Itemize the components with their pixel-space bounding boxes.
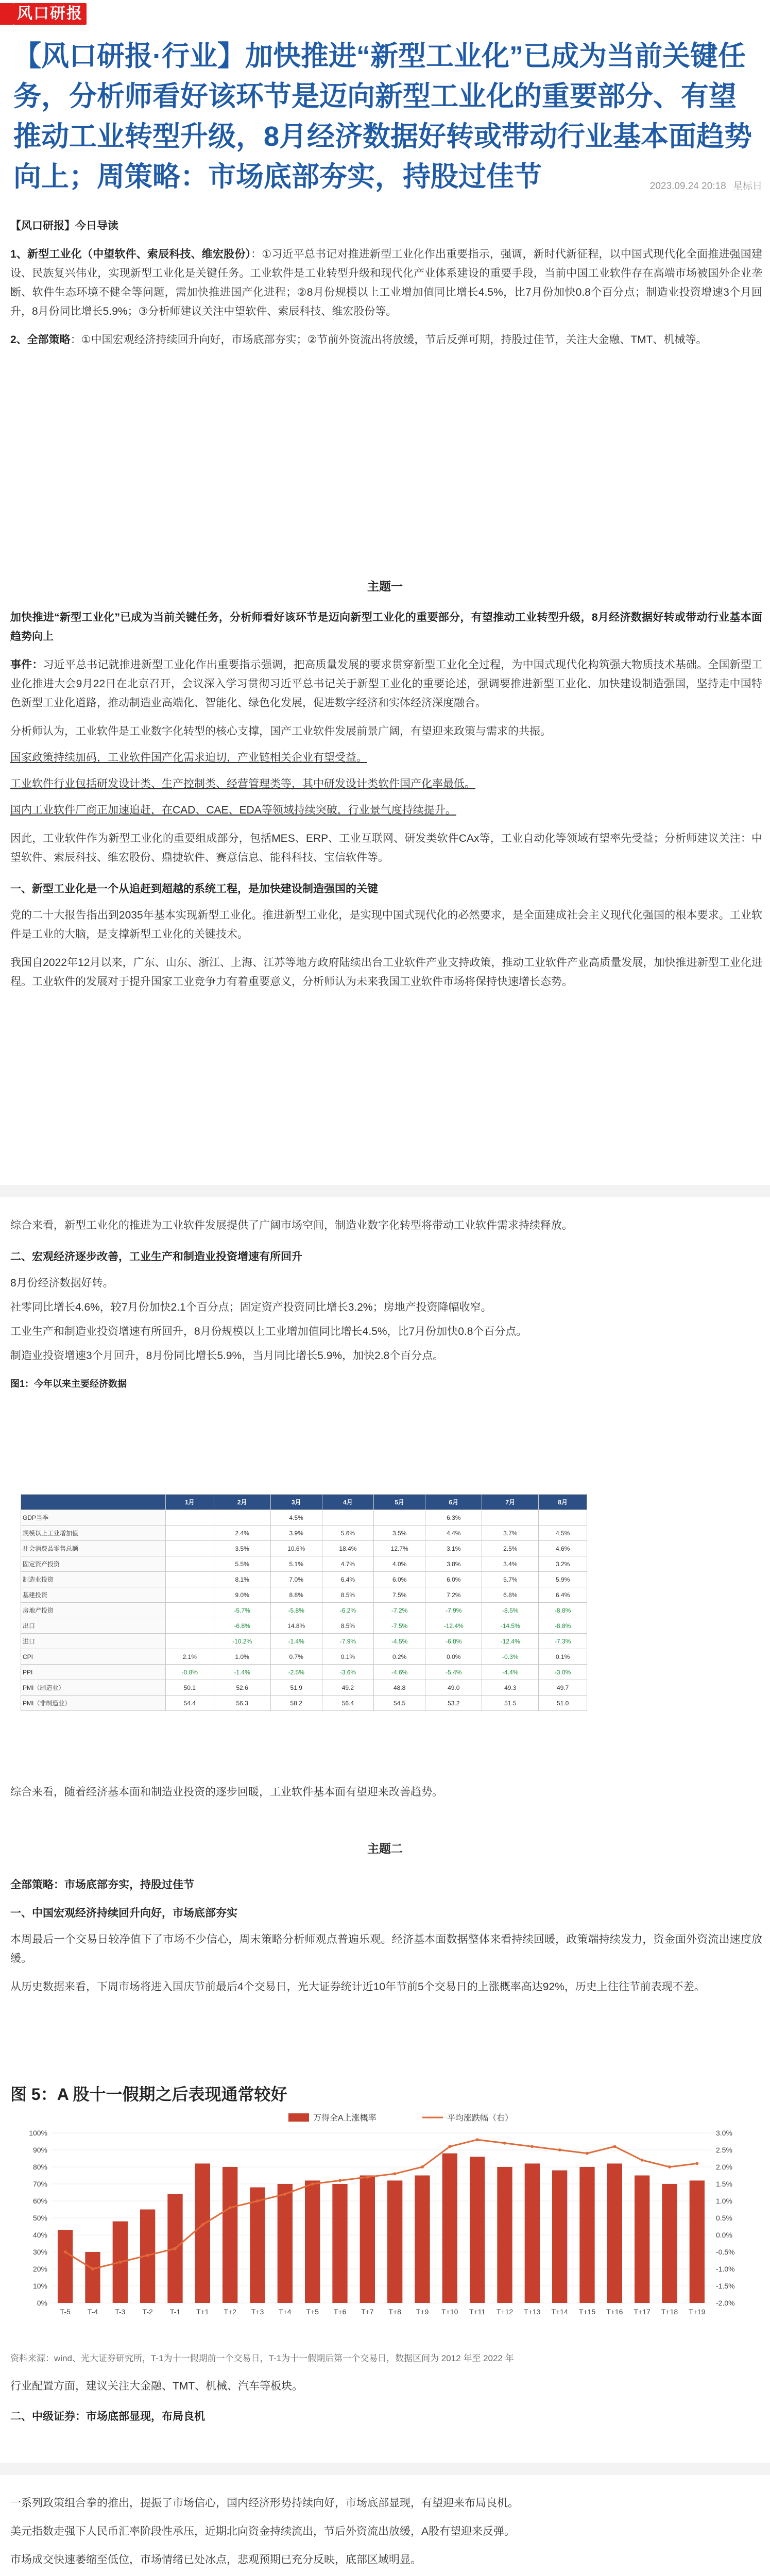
table-cell: 3.1% <box>425 1541 482 1556</box>
table-cell: 3.4% <box>482 1556 539 1572</box>
table-cell: 48.8 <box>374 1680 425 1696</box>
chart-1-svg <box>10 2107 762 2334</box>
chart-1-x-tick: T-2 <box>142 2308 153 2316</box>
table-row-label: PMI（制造业） <box>21 1680 166 1696</box>
chart-1-left-tick: 70% <box>32 2180 47 2188</box>
chart-1-x-tick: T+11 <box>469 2308 486 2316</box>
chart-1-right-tick: -0.5% <box>716 2248 735 2256</box>
chart-1-source-section <box>10 2352 762 2426</box>
chart-1-bar <box>195 2163 210 2303</box>
table-cell: 49.2 <box>322 1680 373 1696</box>
table-cell: 6.0% <box>425 1572 482 1587</box>
chart-1-line-point <box>256 2199 259 2202</box>
table-cell: 3.9% <box>270 1526 322 1541</box>
table-cell <box>165 1587 214 1603</box>
table-row <box>21 1587 587 1603</box>
table-cell: -5.8% <box>270 1603 322 1618</box>
table-cell: -14.5% <box>482 1618 539 1634</box>
table-row <box>21 1556 587 1572</box>
topic-one-section <box>10 608 762 991</box>
chart-1-note: 行业配置方面，建议关注大金融、TMT、机械、汽车等板块。 <box>10 2380 303 2392</box>
table-cell: 3.7% <box>482 1526 539 1541</box>
chart-1-left-tick: 60% <box>32 2197 47 2205</box>
table-cell <box>374 1510 425 1526</box>
table-cell: 6.4% <box>322 1572 373 1587</box>
chart-1-line-point <box>338 2179 341 2182</box>
chart-1-bar <box>250 2188 265 2303</box>
table-cell: 18.4% <box>322 1541 373 1556</box>
chart-1-x-tick: T-3 <box>115 2308 126 2316</box>
table-cell: 5.9% <box>539 1572 587 1587</box>
chart-1-bar <box>415 2176 430 2303</box>
chart-1-bar <box>360 2176 375 2303</box>
chart-1-line-point <box>283 2193 286 2196</box>
table-cell: 7.2% <box>425 1587 482 1603</box>
table-cell: 6.8% <box>482 1587 539 1603</box>
table-cell: 52.6 <box>214 1680 270 1696</box>
topic-two-sub-2: 二、中级证券：市场底部显现，布局良机 <box>10 2411 205 2422</box>
chart-1-x-tick: T+8 <box>388 2308 401 2316</box>
table-cell: -8.8% <box>539 1603 587 1618</box>
table-cell: 8.5% <box>322 1618 373 1634</box>
table-row <box>21 1526 587 1541</box>
table-cell: 2.4% <box>214 1526 270 1541</box>
table-row <box>21 1696 587 1711</box>
sub-2-title: 二、宏观经济逐步改善，工业生产和制造业投资增速有所回升 <box>10 1251 302 1263</box>
table-cell: 49.0 <box>425 1680 482 1696</box>
chart-1-bar <box>525 2163 540 2303</box>
chart-1-line-point <box>174 2247 177 2250</box>
chart-1-x-tick: T+5 <box>306 2308 319 2316</box>
table-cell: 5.5% <box>214 1556 270 1572</box>
table-row <box>21 1618 587 1634</box>
article-title: 【风口研报·行业】加快推进“新型工业化”已成为当前关键任务，分析师看好该环节是迈向新型工业化的重要部分、有望推动工业转型升级，8月经济数据好转或带动行业基本面趋势向上；周策略：市场底部夯实，持股过佳节 <box>13 41 752 192</box>
chart-1-line-point <box>91 2267 94 2270</box>
chart-1-x-tick: T+7 <box>361 2308 374 2316</box>
chart-1-bar <box>332 2184 347 2303</box>
sub-2-text-4: 制造业投资增速3个月回升，8月份同比增长5.9%，当月同比增长5.9%，加快2.8个百分点。 <box>10 1350 444 1362</box>
topic-two-b-text-3: 市场成交快速萎缩至低位，市场情绪已处冰点，悲观预期已充分反映，底部区域明显。 <box>10 2554 421 2566</box>
table-cell: 54.4 <box>165 1696 214 1711</box>
chart-1-line-point <box>641 2159 644 2162</box>
chart-1-bar <box>607 2163 622 2303</box>
table-cell: -4.4% <box>482 1665 539 1680</box>
chart-1-wrap <box>10 2081 762 2344</box>
chart-1-x-tick: T-5 <box>60 2308 71 2316</box>
table-row <box>21 1572 587 1587</box>
chart-1-bar <box>278 2184 293 2303</box>
table-row-label: 房地产投资 <box>21 1603 166 1618</box>
chart-1-right-tick: 1.5% <box>716 2180 732 2188</box>
table-cell: -7.2% <box>374 1603 425 1618</box>
table-cell: -8.5% <box>482 1603 539 1618</box>
chart-1-line-point <box>586 2152 589 2155</box>
table-cell: -6.8% <box>214 1618 270 1634</box>
table-cell: 8.5% <box>322 1587 373 1603</box>
table-cell: -3.0% <box>539 1665 587 1680</box>
chart-1-left-tick: 50% <box>32 2214 47 2222</box>
chart-1-line-point <box>393 2172 397 2175</box>
table-cell: 0.2% <box>374 1649 425 1665</box>
table-row <box>21 1634 587 1649</box>
chart-1-line-point <box>118 2261 122 2264</box>
chart-1-bar <box>58 2230 73 2303</box>
table-cell: 7.0% <box>270 1572 322 1587</box>
table-row-label: 基建投资 <box>21 1587 166 1603</box>
table-cell <box>322 1510 373 1526</box>
view-4: 国内工业软件厂商正加速追赶，在CAD、CAE、EDA等领域持续突破，行业景气度持续提升。 <box>10 804 456 816</box>
table-cell: -4.5% <box>374 1634 425 1649</box>
table-cell: 51.5 <box>482 1696 539 1711</box>
sub-2-text-3: 工业生产和制造业投资增速有所回升，8月份规模以上工业增加值同比增长4.5%，比7月份加快0.8个百分点。 <box>10 1326 527 1337</box>
table-row-label: GDP当季 <box>21 1510 166 1526</box>
table-row <box>21 1665 587 1680</box>
chart-1-line-point <box>695 2162 698 2165</box>
sub-1-title: 一、新型工业化是一个从追赶到超越的系统工程，是加快建设制造强国的关键 <box>10 883 378 895</box>
table-cell: 9.0% <box>214 1587 270 1603</box>
table-cell: 4.4% <box>425 1526 482 1541</box>
chart-1-left-tick: 10% <box>32 2282 47 2290</box>
chart-1-x-tick: T+10 <box>441 2308 458 2316</box>
chart-1-line-point <box>311 2182 314 2185</box>
table-row <box>21 1680 587 1696</box>
topic-two-b-text-2: 美元指数走强下人民币汇率阶段性承压，近期北向资金持续流出，节后外资流出放缓，A股有望迎来反弹。 <box>10 2526 516 2537</box>
chart-1-right-tick: 1.0% <box>716 2197 732 2205</box>
event-text: 习近平总书记就推进新型工业化作出重要指示强调，把高质量发展的要求贯穿新型工业化全过程，为中国式现代化构筑强大物质技术基础。全国新型工业化推进大会9月22日在北京召开，会议深入学习贯彻习近平总书记关于新型工业化的重要论述，强调要推进新型工业化、加快建设制造强国，坚持走中国特色新型工业化道路，推动制造业高端化、智能化、绿色化发展，促进数字经济和实体经济深度融合。 <box>10 659 763 709</box>
publish-date: 2023.09.24 20:18 <box>649 181 726 192</box>
topic-one-event <box>10 655 762 713</box>
economic-table <box>21 1494 587 1711</box>
chart-1-right-tick: -2.0% <box>716 2299 735 2307</box>
table-cell: 1.0% <box>214 1649 270 1665</box>
table-cell: -5.7% <box>214 1603 270 1618</box>
chart-1-right-tick: 2.0% <box>716 2163 732 2171</box>
chart-1-x-tick: T+2 <box>224 2308 236 2316</box>
chart-1-bar <box>387 2180 402 2303</box>
table-header-cell: 7月 <box>482 1495 539 1510</box>
chart-1-legend-swatch-bar <box>288 2113 309 2122</box>
topic-two-section <box>10 1875 762 1996</box>
table-cell: -7.3% <box>539 1634 587 1649</box>
table-cell: -6.8% <box>425 1634 482 1649</box>
topic-two-b-text-1: 一系列政策组合拳的推出，提振了市场信心，国内经济形势持续向好，市场底部显现，有望迎来布局良机。 <box>10 2497 519 2509</box>
chart-1-bar <box>223 2167 237 2303</box>
chart-1-line-point <box>201 2223 204 2226</box>
topic-two-b <box>10 2494 762 2576</box>
sub-2-text-2: 社零同比增长4.6%，较7月份加快2.1个百分点；固定资产投资同比增长3.2%；房地产投资降幅收窄。 <box>10 1301 492 1313</box>
table-row-label: 社会消费品零售总额 <box>21 1541 166 1556</box>
chart-1-legend-label-line: 平均涨跌幅（右） <box>447 2114 514 2123</box>
table-cell: 14.8% <box>270 1618 322 1634</box>
table-cell: -5.4% <box>425 1665 482 1680</box>
chart-1-right-tick: 2.5% <box>716 2146 732 2154</box>
table-row <box>21 1649 587 1665</box>
table-cell: 8.8% <box>270 1587 322 1603</box>
table-cell <box>214 1510 270 1526</box>
chart-1-x-tick: T+18 <box>661 2308 678 2316</box>
chart-1-x-tick: T+15 <box>578 2308 596 2316</box>
table-cell: 5.1% <box>270 1556 322 1572</box>
table-cell: 50.1 <box>165 1680 214 1696</box>
table-row-label: PPI <box>21 1665 166 1680</box>
table-cell: 6.0% <box>374 1572 425 1587</box>
table-cell: 58.2 <box>270 1696 322 1711</box>
chart-1-line-point <box>146 2254 149 2257</box>
table-header-cell: 2月 <box>214 1495 270 1510</box>
topic-one-heading: 主题一 <box>367 580 403 593</box>
table-cell <box>165 1634 214 1649</box>
table-cell: 10.6% <box>270 1541 322 1556</box>
table-cell: -3.6% <box>322 1665 373 1680</box>
chart-1-line-point <box>531 2145 534 2148</box>
table-header-cell: 1月 <box>165 1495 214 1510</box>
table-row-label: 进口 <box>21 1634 166 1649</box>
economic-table-wrap <box>21 1494 587 1711</box>
table-cell: -0.8% <box>165 1665 214 1680</box>
table-row-label: 规模以上工业增加值 <box>21 1526 166 1541</box>
chart-1-legend-label-bar: 万得全A上涨概率 <box>313 2114 377 2123</box>
table-row-label: 出口 <box>21 1618 166 1634</box>
table-row-label: CPI <box>21 1649 166 1665</box>
chart-1-line-point <box>448 2145 451 2148</box>
table-cell: 53.2 <box>425 1696 482 1711</box>
table-cell: 51.9 <box>270 1680 322 1696</box>
table-cell: 7.5% <box>374 1587 425 1603</box>
table-cell: 56.3 <box>214 1696 270 1711</box>
chart-1-x-tick: T-1 <box>169 2308 181 2316</box>
table-cell: 49.3 <box>482 1680 539 1696</box>
sub-1-text-2: 我国自2022年12月以来，广东、山东、浙江、上海、江苏等地方政府陆续出台工业软件产业支持政策，推动工业软件产业高质量发展，加快推进新型工业化进程。工业软件的发展对于提升国家工业竞争力有着重要意义，分析师认为未来我国工业软件市场将保持快速增长态势。 <box>10 957 762 988</box>
table-cell: 4.7% <box>322 1556 373 1572</box>
brand-logo: 风口研报 <box>13 3 87 25</box>
table-cell: -0.3% <box>482 1649 539 1665</box>
table-cell: -12.4% <box>425 1618 482 1634</box>
table-cell <box>539 1510 587 1526</box>
table-cell: 6.4% <box>539 1587 587 1603</box>
table-header-cell: 4月 <box>322 1495 373 1510</box>
table-row <box>21 1510 587 1526</box>
table-cell: 3.5% <box>374 1526 425 1541</box>
table-cell <box>165 1510 214 1526</box>
table-cell <box>482 1510 539 1526</box>
table-cell <box>165 1618 214 1634</box>
table-cell <box>165 1572 214 1587</box>
table-cell: 4.6% <box>539 1541 587 1556</box>
table-row <box>21 1541 587 1556</box>
table-cell: 0.1% <box>539 1649 587 1665</box>
table-header-cell <box>21 1495 166 1510</box>
table-cell: -8.8% <box>539 1618 587 1634</box>
chart-1-line-point <box>366 2176 369 2179</box>
star-tag: 星标日 <box>732 181 762 192</box>
guide-item-2-text: ：①中国宏观经济持续回升向好，市场底部夯实；②节前外资流出将放缓，节后反弹可期，持股过佳节，关注大金融、TMT、机械等。 <box>70 334 707 346</box>
table-cell: 5.6% <box>322 1526 373 1541</box>
table-cell: -6.2% <box>322 1603 373 1618</box>
topic-two-sub-1: 一、中国宏观经济持续回升向好，市场底部夯实 <box>10 1907 237 1919</box>
chart-1-line-point <box>64 2250 67 2253</box>
chart-1-left-tick: 100% <box>29 2129 47 2137</box>
chart-1-left-tick: 30% <box>32 2248 47 2256</box>
table-header-row <box>21 1495 587 1510</box>
table-title: 图1：今年以来主要经济数据 <box>10 1379 127 1389</box>
table-header-cell: 5月 <box>374 1495 425 1510</box>
view-2: 国家政策持续加码，工业软件国产化需求迫切，产业链相关企业有望受益。 <box>10 752 367 764</box>
table-cell: -2.5% <box>270 1665 322 1680</box>
table-cell: -10.2% <box>214 1634 270 1649</box>
chart-1-line-point <box>421 2165 424 2168</box>
table-cell: 3.5% <box>214 1541 270 1556</box>
chart-1-x-tick: T+9 <box>416 2308 429 2316</box>
guide-item-1-title: 1、新型工业化（中望软件、索辰科技、维宏股份） <box>10 248 251 260</box>
table-cell: -4.6% <box>374 1665 425 1680</box>
table-cell: 0.0% <box>425 1649 482 1665</box>
table-note-section <box>10 1783 762 1802</box>
table-cell <box>165 1526 214 1541</box>
topic-one-b <box>10 1216 762 1394</box>
table-cell: 6.3% <box>425 1510 482 1526</box>
table-cell <box>165 1603 214 1618</box>
chart-1-right-tick: -1.5% <box>716 2282 735 2290</box>
table-header-cell: 6月 <box>425 1495 482 1510</box>
sub-2-text: 8月份经济数据好转。 <box>10 1277 114 1289</box>
table-row-label: PMI（非制造业） <box>21 1696 166 1711</box>
topic-two-sub-1-text-2: 从历史数据来看，下周市场将进入国庆节前最后4个交易日，光大证券统计近10年节前5个交易日的上涨概率高达92%，历史上往往节前表现不差。 <box>10 1981 705 1993</box>
table-cell: 51.0 <box>539 1696 587 1711</box>
chart-1-x-tick: T+13 <box>524 2308 541 2316</box>
table-cell: 5.7% <box>482 1572 539 1587</box>
chart-1-line-point <box>503 2142 506 2145</box>
view-5: 因此，工业软件作为新型工业化的重要组成部分，包括MES、ERP、工业互联网、研发类软件CAx等，工业自动化等领域有望率先受益；分析师建议关注：中望软件、索辰科技、维宏股份、鼎捷软件、赛意信息、能科科技、宝信软件等。 <box>10 833 762 863</box>
chart-1-right-tick: 3.0% <box>716 2129 732 2137</box>
header <box>0 0 770 36</box>
guide-item-1-text: ：①习近平总书记对推进新型工业化作出重要指示，强调，新时代新征程，以中国式现代化全面推进强国建设、民族复兴伟业，实现新型工业化是关键任务。工业软件是工业转型升级和现代化产业体系建设的重要手段，当前中国工业软件存在高端市场被国外企业垄断、软件生态环境不健全等问题，需加快推进国产化进程；②8月份规模以上工业增加值同比增长4.5%，比7月份加快0.8个百分点；制造业投资增速3个月回升，8月份同比增长5.9%；③分析师建议关注中望软件、索辰科技、维宏股份等。 <box>10 248 762 317</box>
separator <box>0 1185 770 1197</box>
table-cell: 4.5% <box>270 1510 322 1526</box>
chart-1-left-tick: 20% <box>32 2265 47 2273</box>
chart-1-x-tick: T+4 <box>279 2308 292 2316</box>
table-cell: 4.0% <box>374 1556 425 1572</box>
table-cell: 4.5% <box>539 1526 587 1541</box>
table-cell: -7.9% <box>425 1603 482 1618</box>
guide-section <box>10 216 762 349</box>
topic-one-title: 加快推进“新型工业化”已成为当前关键任务，分析师看好该环节是迈向新型工业化的重要部分，有望推动工业转型升级，8月经济数据好转或带动行业基本面趋势向上 <box>10 612 762 642</box>
guide-item-2-title: 2、全部策略 <box>10 334 71 346</box>
table-cell: 49.7 <box>539 1680 587 1696</box>
chart-1-right-tick: -1.0% <box>716 2265 735 2273</box>
chart-1-x-tick: T+12 <box>496 2308 514 2316</box>
table-cell: 8.1% <box>214 1572 270 1587</box>
chart-1-source: 资料来源：wind、光大证券研究所，T-1为十一假期前一个交易日，T-1为十一假期后第一个交易日，数据区间为 2012 年至 2022 年 <box>10 2353 514 2363</box>
chart-1-title: 图 5：A 股十一假期之后表现通常较好 <box>10 2085 287 2104</box>
chart-1-bar <box>579 2167 594 2303</box>
chart-1-x-tick: T+1 <box>196 2308 209 2316</box>
chart-1-left-tick: 80% <box>32 2163 47 2171</box>
table-cell: 0.1% <box>322 1649 373 1665</box>
chart-1-x-tick: T+6 <box>333 2308 347 2316</box>
table-row <box>21 1603 587 1618</box>
table-cell: 2.5% <box>482 1541 539 1556</box>
chart-1-x-tick: T-4 <box>87 2308 98 2316</box>
table-cell <box>165 1541 214 1556</box>
chart-1-bar <box>442 2154 457 2303</box>
chart-1-right-tick: 0.5% <box>716 2214 732 2222</box>
table-cell: -7.5% <box>374 1618 425 1634</box>
table-note: 综合来看，随着经济基本面和制造业投资的逐步回暖，工业软件基本面有望迎来改善趋势。 <box>10 1786 443 1798</box>
topic-two-title: 全部策略：市场底部夯实，持股过佳节 <box>10 1879 194 1891</box>
chart-1-left-tick: 90% <box>32 2146 47 2154</box>
table-cell: 3.2% <box>539 1556 587 1572</box>
chart-1-x-tick: T+19 <box>689 2308 706 2316</box>
chart-1-x-tick: T+14 <box>551 2308 568 2316</box>
event-label: 事件： <box>10 659 43 671</box>
topic-two-heading: 主题二 <box>367 1842 403 1855</box>
table-cell: -1.4% <box>270 1634 322 1649</box>
view-3: 工业软件行业包括研发设计类、生产控制类、经营管理类等，其中研发设计类软件国产化率最低。 <box>10 778 475 790</box>
guide-item-1 <box>10 245 762 321</box>
table-header-cell: 3月 <box>270 1495 322 1510</box>
chart-1-left-tick: 0% <box>37 2299 47 2307</box>
chart-1-bar <box>690 2180 705 2303</box>
chart-1-bar <box>470 2157 485 2303</box>
table-cell: 12.7% <box>374 1541 425 1556</box>
topic-two-sub-1-text: 本周最后一个交易日较净值下了市场不少信心，周末策略分析师观点普遍乐观。经济基本面数据整体来看持续回暖，政策端持续发力，资金面外资流出速度放缓。 <box>10 1934 762 1964</box>
chart-1-bar <box>305 2180 320 2303</box>
table-row-label: 固定资产投资 <box>21 1556 166 1572</box>
table-cell: 56.4 <box>322 1696 373 1711</box>
chart-1-line-point <box>668 2165 671 2168</box>
chart-1-right-tick: 0.0% <box>716 2231 732 2239</box>
topic-one-b-text: 综合来看，新型工业化的推进为工业软件发展提供了广阔市场空间，制造业数字化转型将带动工业软件需求持续释放。 <box>10 1219 573 1231</box>
chart-1-line-point <box>613 2145 616 2148</box>
chart-1-line-point <box>229 2206 232 2209</box>
chart-1-bar <box>662 2184 677 2303</box>
separator-2 <box>0 2463 770 2475</box>
table-header-cell: 8月 <box>539 1495 587 1510</box>
table-cell: 3.8% <box>425 1556 482 1572</box>
guide-label: 【风口研报】今日导读 <box>10 220 118 232</box>
chart-1-x-tick: T+16 <box>606 2308 623 2316</box>
table-cell: -12.4% <box>482 1634 539 1649</box>
table-cell <box>165 1556 214 1572</box>
chart-1-bar <box>497 2167 512 2303</box>
guide-item-2 <box>10 330 762 349</box>
article-meta <box>577 178 762 192</box>
chart-1-bar <box>635 2176 649 2303</box>
table-cell: -1.4% <box>214 1665 270 1680</box>
chart-1-left-tick: 40% <box>32 2231 47 2239</box>
chart-1-x-tick: T+17 <box>634 2308 651 2316</box>
sub-1-text: 党的二十大报告指出到2035年基本实现新型工业化。推进新型工业化，是实现中国式现代化的必然要求，是全面建成社会主义现代化强国的根本要求。工业软件是工业的大脑，是支撑新型工业化的关键技术。 <box>10 909 762 940</box>
chart-1-bar <box>85 2252 100 2303</box>
chart-1-x-tick: T+3 <box>251 2308 264 2316</box>
table-cell: -7.9% <box>322 1634 373 1649</box>
chart-1-bar <box>552 2171 567 2303</box>
view-1: 分析师认为，工业软件是工业数字化转型的核心支撑，国产工业软件发展前景广阔，有望迎来政策与需求的共振。 <box>10 725 551 737</box>
table-cell: 0.7% <box>270 1649 322 1665</box>
chart-1-line <box>65 2140 697 2269</box>
table-row-label: 制造业投资 <box>21 1572 166 1587</box>
table-cell: 2.1% <box>165 1649 214 1665</box>
table-cell: 54.5 <box>374 1696 425 1711</box>
chart-1-line-point <box>476 2138 479 2141</box>
chart-1-line-point <box>558 2148 561 2151</box>
